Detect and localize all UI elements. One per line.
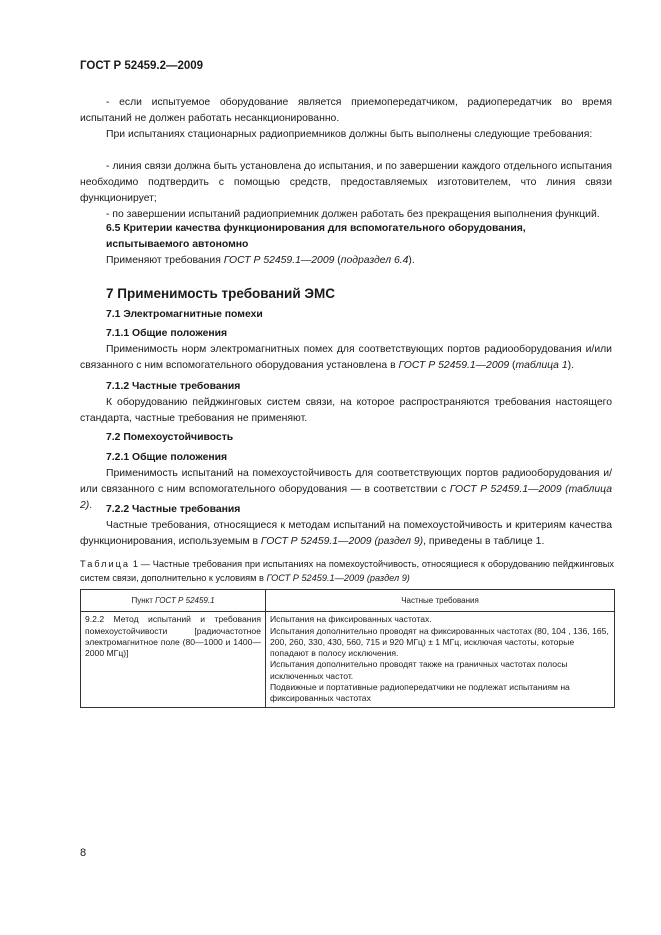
paragraph: При испытаниях стационарных радиоприемников должны быть выполнены следующие требования:: [106, 129, 593, 140]
paragraph: - если испытуемое оборудование является приемопередатчиком, радиопередатчик во время испытаний не должен работать несанкционированно.: [80, 97, 612, 124]
section-heading-7-1: 7.1 Электромагнитные помехи: [106, 309, 263, 320]
paragraph: - по завершении испытаний радиоприемник должен работать без прекращения выполнения функций.: [106, 209, 600, 220]
requirement-line: Испытания на фиксированных частотах.: [270, 614, 432, 625]
requirements-table: [80, 589, 615, 708]
requirement-line: Испытания дополнительно проводят также на граничных частотах полосы исключенных частот.: [270, 659, 568, 681]
table-cell-clause: 9.2.2 Метод испытаний и требования помехоустойчивости [радиочастотное электромагнитное поле (80—1000 и 1400—2000 МГц)]: [81, 612, 266, 707]
section-heading-7: 7 Применимость требований ЭМС: [106, 286, 336, 301]
section-heading-6-5: 6.5 Критерии качества функционирования для вспомогательного оборудования, испытываемого автономно: [106, 223, 526, 250]
table-header-row: [81, 590, 615, 612]
paragraph-7-1-1: Применимость норм электромагнитных помех для соответствующих портов радиооборудования и/или связанного с ним вспомогательного оборудования установлена в ГОСТ Р 52459.1—2009 (таблица 1).: [80, 344, 612, 371]
section-heading-7-2-1: 7.2.1 Общие положения: [106, 452, 228, 463]
column-header-clause: Пункт ГОСТ Р 52459.1: [81, 590, 266, 612]
section-heading-7-2: 7.2 Помехоустойчивость: [106, 432, 234, 443]
section-heading-7-1-2: 7.1.2 Частные требования: [106, 381, 241, 392]
table-caption: Таблица 1 — Частные требования при испытаниях на помехоустойчивость, относящиеся к оборудованию пейджинговых систем связи, дополнительно к условиям в ГОСТ Р 52459.1—2009 (раздел 9): [80, 559, 614, 583]
section-heading-7-2-2: 7.2.2 Частные требования: [106, 504, 241, 515]
table-row: [81, 612, 615, 707]
paragraph-7-2-2: Частные требования, относящиеся к методам испытаний на помехоустойчивость и критериям качества функционирования, используемым в ГОСТ Р 52459.1—2009 (раздел 9), приведены в таблице 1.: [80, 520, 612, 547]
requirement-line: Подвижные и портативные радиопередатчики не подлежат испытаниям на фиксированных частотах: [270, 682, 570, 704]
paragraph-7-1-2: К оборудованию пейджинговых систем связи, на которое распространяются требования настоящего стандарта, частные требования не применяют.: [80, 397, 612, 424]
column-header-requirements: Частные требования: [266, 590, 615, 612]
paragraph: - линия связи должна быть установлена до испытания, и по завершении каждого отдельного испытания необходимо подтвердить с помощью средств, предоставляемых изготовителем, что линия связи функционирует;: [80, 161, 612, 204]
requirement-line: Испытания дополнительно проводят на фиксированных частотах (80, 104 , 136, 165, 200, 260, 330, 430, 560, 715 и 920 МГц) ± 1 МГц, исключая частоты, которые попадают в полосу исключения.: [270, 625, 609, 659]
section-heading-7-1-1: 7.1.1 Общие положения: [106, 328, 228, 339]
paragraph-7-2-1: Применимость испытаний на помехоустойчивость для соответствующих портов радиооборудования и/или связанного с ним вспомогательного оборудования — в соответствии с ГОСТ Р 52459.1—2009 (таблица 2).: [80, 468, 612, 511]
table-cell-requirements: [266, 612, 615, 707]
paragraph-6-5: Применяют требования ГОСТ Р 52459.1—2009 (подраздел 6.4).: [106, 255, 415, 266]
page-number: 8: [80, 847, 87, 859]
document-header: ГОСТ Р 52459.2—2009: [80, 60, 204, 72]
